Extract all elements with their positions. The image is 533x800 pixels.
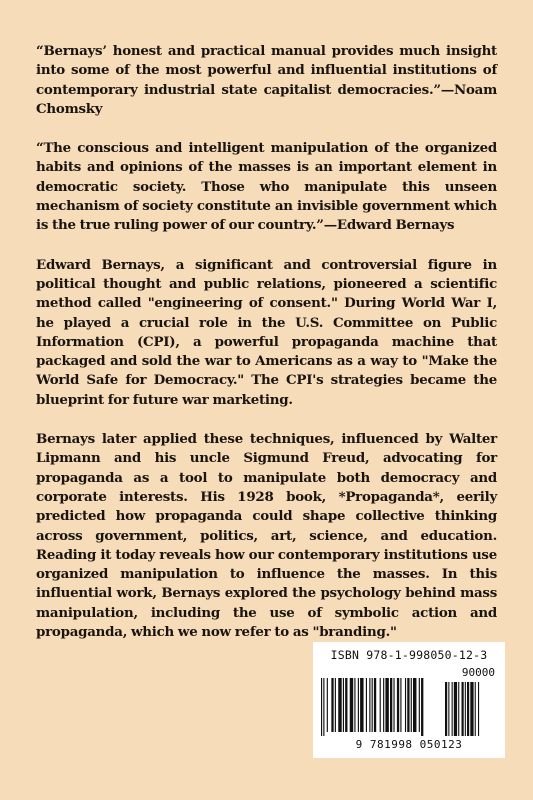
addon-bar: [452, 682, 453, 736]
barcode-bar: [372, 678, 373, 732]
barcode-bar: [358, 678, 359, 732]
addon-bar: [454, 682, 457, 736]
barcode-bar: [321, 678, 322, 736]
chomsky-quote: “Bernays’ honest and practical manual provides much insight into some of the most powerful and influential institutions of contemporary industrial state capitalist democracies.”—Noam Chomsky: [36, 43, 497, 117]
barcode-bars: [321, 678, 497, 736]
barcode-bar: [345, 678, 347, 732]
barcode-bar: [397, 678, 399, 732]
description-paragraph-1: Edward Bernays, a significant and controversial figure in political thought and public relations, pioneered a scientific method called "engineering of consent." During World War I, he played a crucial role in the U.S. Committee on Public Information (CPI), a powerful propaganda machine that packaged and sold the war to Americans as a way to "Make the World Safe for Democracy." The CPI's strategies became the blueprint for future war marketing.: [36, 256, 497, 408]
barcode-bar: [421, 678, 423, 736]
barcode-bar: [360, 678, 363, 732]
barcode-bar: [366, 678, 367, 732]
addon-bar: [445, 682, 447, 736]
addon-bar: [448, 682, 449, 736]
addon-bar: [458, 682, 459, 736]
barcode-bar: [327, 678, 328, 732]
barcode-bar: [390, 678, 392, 732]
barcode-bar: [407, 678, 409, 732]
barcode-bar: [380, 678, 381, 732]
barcode-bar: [413, 678, 416, 732]
addon-bar: [470, 682, 473, 736]
barcode-bar: [383, 678, 384, 732]
barcode-bar: [323, 678, 324, 736]
barcode-bar: [369, 678, 370, 732]
barcode-bar: [338, 678, 341, 732]
barcode-bar: [400, 678, 401, 732]
barcode-bar: [385, 678, 388, 732]
addon-bar: [465, 682, 466, 736]
blurb-text-block: [36, 42, 497, 662]
barcode-digits: 9 781998 050123: [355, 738, 463, 751]
barcode-bar: [419, 678, 420, 732]
addon-bar: [478, 682, 479, 736]
barcode-bar: [374, 678, 376, 732]
barcode-bar: [411, 678, 412, 732]
barcode-bar: [331, 678, 333, 732]
isbn-barcode: [313, 642, 505, 758]
description-paragraph-2: Bernays later applied these techniques, influenced by Walter Lipmann and his uncle Sigmund Freud, advocating for propaganda as a tool to manipulate both democracy and corporate interests. His 1928 book, *Propaganda*, eerily predicted how propaganda could shape collective thinking across government, politics, art, science, and education. Reading it today reveals how our contemporary institutions use organized manipulation to influence the masses. In this influential work, Bernays explored the psychology behind mass manipulation, including the use of symbolic action and propaganda, which we now refer to as "branding.": [36, 431, 497, 641]
barcode-bar: [405, 678, 406, 732]
addon-bar: [462, 682, 464, 736]
barcode-bar: [350, 678, 353, 732]
barcode-bar: [393, 678, 394, 732]
addon-bar: [475, 682, 476, 736]
barcode-bar: [354, 678, 355, 732]
bernays-quote: “The conscious and intelligent manipulation of the organized habits and opinions of the masses is an important element in democratic society. Those who manipulate this unseen mechanism of society constitute an invisible government which is the true ruling power of our country.”—Edward Bernays: [36, 140, 497, 234]
barcode-bar: [343, 678, 344, 732]
barcode-bar: [335, 678, 336, 732]
price-addon: 90000: [461, 666, 495, 679]
isbn-label: ISBN 978-1-998050-12-3: [330, 648, 488, 662]
addon-bar: [467, 682, 469, 736]
